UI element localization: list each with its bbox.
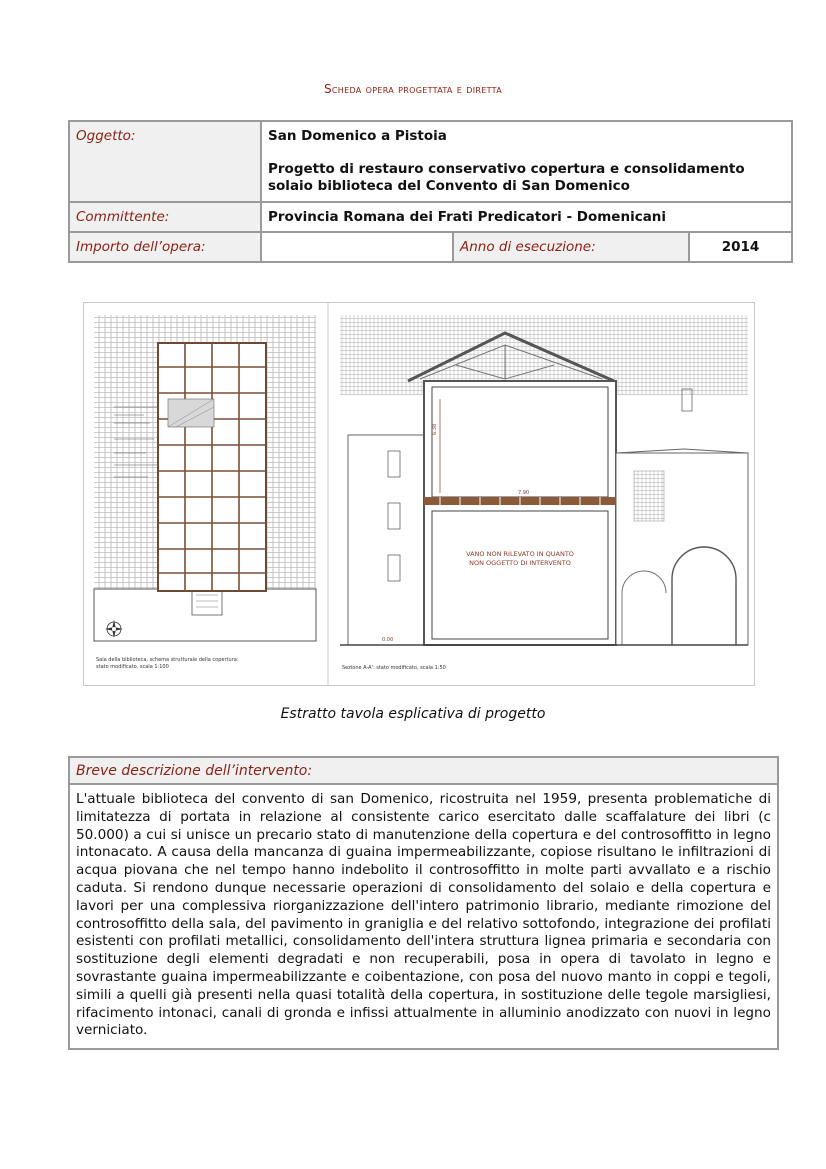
figure-caption: Estratto tavola esplicativa di progetto	[280, 706, 546, 722]
not-surveyed-note-line-1: VANO NON RILEVATO IN QUANTO	[466, 550, 574, 558]
description-box	[68, 756, 779, 1050]
description-text: L'attuale biblioteca del convento di san Domenico, ricostruita nel 1959, presenta problematiche di limitatezza di portata in relazione al consistente carico esercitato dalle scaffalature dei libri (c 50.000) a cui si unisce un precario stato di manutenzione della copertura e del controsoffitto in legno intonacato. A causa della mancanza di guaina impermeabilizzante, copiose risultano le infiltrazioni di acqua piovana che nel tempo hanno indebolito il controsoffitto in molte parti avvallato e a rischio caduta. Si rendono dunque necessarie operazioni di consolidamento del solaio e della copertura e lavori per una complessiva riorganizzazione dell'intero patrimonio librario, mediante rimozione del controsoffitto della sala, del pavimento in graniglia e del relativo sottofondo, integrazione dei profilati esistenti con profilati metallici, consolidamento dell'intera struttura lignea primaria e secondaria con sostituzione degli elementi degradati e non recuperabili, posa in opera di tavolato in legno e sovrastante guaina impermeabilizzante e coibentazione, con posa del nuovo manto in coppi e tegoli, simili a quelli già presenti nella quasi totalità della copertura, in sostituzione delle tegole marsigliesi, rifacimento intonaci, canali di gronda e infissi attualmente in alluminio anodizzato con nuovi in legno verniciato.	[76, 791, 771, 1039]
importo-row	[69, 232, 792, 262]
plan-caption-line-2: stato modificato, scala 1:100	[96, 664, 169, 670]
committente-row	[69, 202, 792, 232]
committente-value: Provincia Romana dei Frati Predicatori - Domenicani	[261, 202, 792, 232]
oggetto-row	[69, 121, 792, 202]
project-description: Progetto di restauro conservativo copertura e consolidamento solaio biblioteca del Convento di San Domenico	[268, 161, 745, 194]
document-title: Scheda opera progettata e diretta	[323, 82, 502, 96]
height-dimension-label: 6.38	[432, 423, 438, 435]
ground-level-label: 0.00	[382, 637, 394, 643]
section-drawing	[340, 315, 748, 671]
project-drawing	[84, 303, 754, 685]
not-surveyed-note-line-2: NON OGGETTO DI INTERVENTO	[469, 559, 571, 567]
oggetto-label: Oggetto:	[69, 121, 261, 202]
project-drawing-figure	[83, 302, 755, 686]
anno-label: Anno di esecuzione:	[453, 232, 689, 262]
project-title: San Domenico a Pistoia	[268, 128, 447, 144]
importo-value	[261, 232, 453, 262]
oggetto-value	[261, 121, 792, 202]
description-heading: Breve descrizione dell’intervento:	[70, 758, 777, 785]
importo-label: Importo dell’opera:	[69, 232, 261, 262]
floor-level-label: 7.90	[518, 490, 530, 496]
anno-value: 2014	[689, 232, 792, 262]
roof-plan-drawing	[94, 315, 316, 670]
plan-caption-line-1: Sala della biblioteca, schema strutturale della copertura:	[96, 657, 239, 663]
project-info-table	[68, 120, 793, 263]
section-caption: Sezione A-A': stato modificato, scala 1:50	[342, 665, 446, 671]
committente-label: Committente:	[69, 202, 261, 232]
